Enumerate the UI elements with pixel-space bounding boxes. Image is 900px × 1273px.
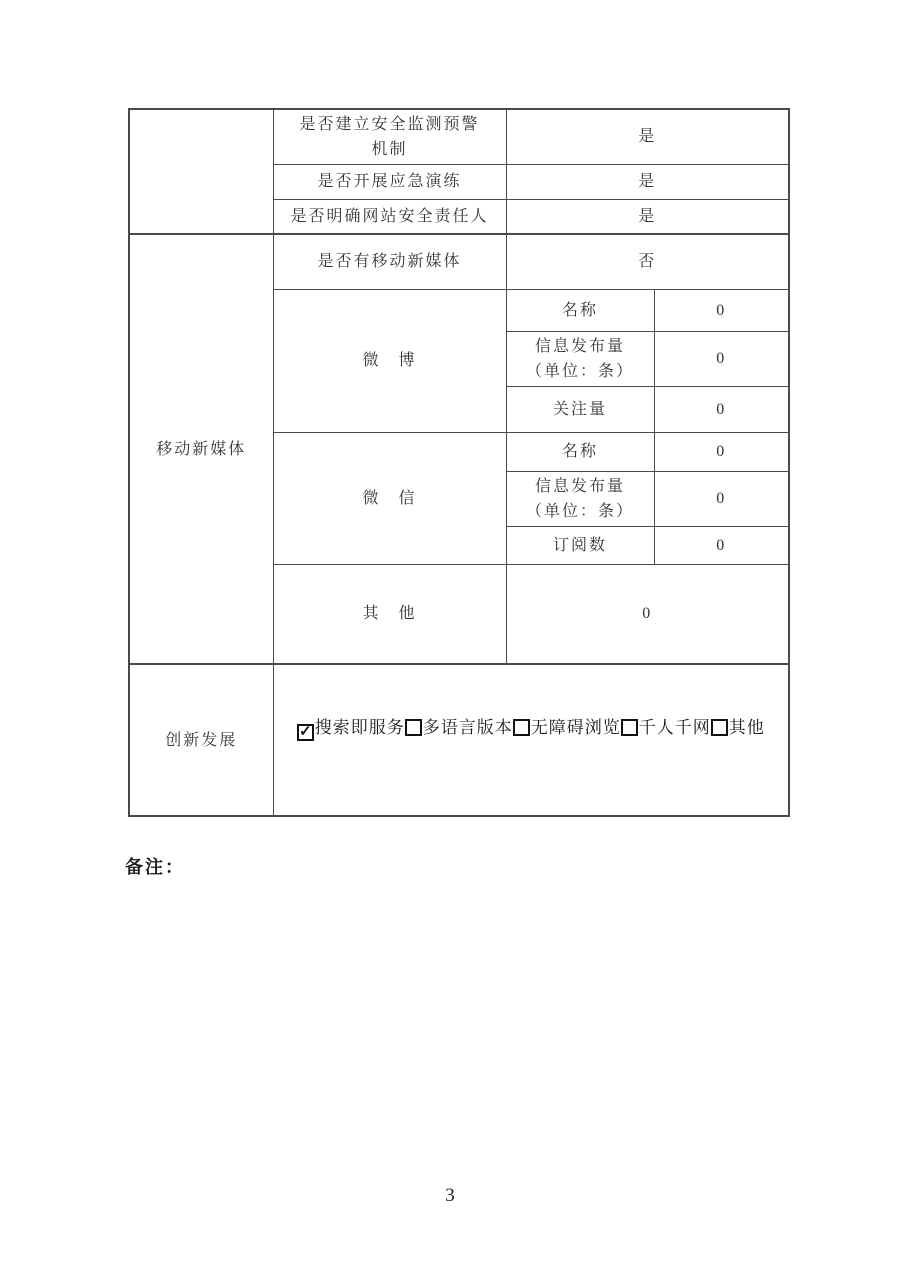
security-monitoring-value: 是	[506, 109, 789, 164]
wechat-posts-value: 0	[654, 471, 789, 526]
innovation-options-line	[274, 715, 789, 741]
weibo-name-value: 0	[654, 289, 789, 331]
innovation-section-label: 创新发展	[129, 664, 273, 816]
innovation-option[interactable]	[405, 718, 513, 737]
checkbox-icon[interactable]	[621, 719, 638, 736]
weibo-posts-label-line1: 信息发布量	[534, 337, 625, 355]
weibo-posts-label-line2: （单位：条）	[525, 362, 634, 380]
wechat-name-value: 0	[654, 432, 789, 471]
table-row	[129, 234, 789, 289]
innovation-option-label: 其他	[728, 718, 765, 737]
weibo-posts-label-cell	[506, 331, 654, 386]
has-mobile-media-label: 是否有移动新媒体	[273, 234, 506, 289]
table-row	[129, 109, 789, 164]
checkbox-icon[interactable]	[711, 719, 728, 736]
innovation-option-label: 千人千网	[638, 718, 711, 737]
table-row	[129, 664, 789, 816]
website-report-table	[128, 108, 790, 817]
security-officer-label: 是否明确网站安全责任人	[273, 199, 506, 234]
page-number: 3	[445, 1185, 455, 1206]
wechat-posts-label-cell	[506, 471, 654, 526]
emergency-drill-value: 是	[506, 164, 789, 199]
innovation-option[interactable]	[513, 718, 621, 737]
weibo-posts-value: 0	[654, 331, 789, 386]
security-monitoring-label-line1: 是否建立安全监测预警	[299, 115, 480, 133]
innovation-option[interactable]	[621, 718, 711, 737]
has-mobile-media-value: 否	[506, 234, 789, 289]
emergency-drill-label: 是否开展应急演练	[273, 164, 506, 199]
weibo-group-label: 微 博	[273, 289, 506, 432]
checkbox-icon[interactable]	[513, 719, 530, 736]
wechat-subscribers-value: 0	[654, 526, 789, 564]
innovation-options-cell	[273, 664, 789, 816]
innovation-option[interactable]	[297, 718, 405, 740]
weibo-followers-value: 0	[654, 386, 789, 432]
innovation-option-label: 搜索即服务	[314, 718, 405, 737]
empty-section-cell	[129, 109, 273, 234]
wechat-name-label: 名称	[506, 432, 654, 471]
mobile-media-section-label: 移动新媒体	[129, 234, 273, 664]
weibo-followers-label: 关注量	[506, 386, 654, 432]
other-media-label: 其 他	[273, 564, 506, 664]
wechat-posts-label-line1: 信息发布量	[534, 477, 625, 495]
innovation-option[interactable]	[711, 718, 765, 737]
remarks-label: 备注：	[125, 857, 185, 877]
wechat-posts-label-line2: （单位：条）	[525, 502, 634, 520]
security-monitoring-label-line2: 机制	[371, 140, 408, 158]
weibo-name-label: 名称	[506, 289, 654, 331]
checkbox-icon[interactable]: ✓	[297, 724, 314, 741]
innovation-option-label: 多语言版本	[422, 718, 513, 737]
wechat-group-label: 微 信	[273, 432, 506, 564]
security-monitoring-label-cell	[273, 109, 506, 164]
innovation-option-label: 无障碍浏览	[530, 718, 621, 737]
checkbox-icon[interactable]	[405, 719, 422, 736]
security-officer-value: 是	[506, 199, 789, 234]
wechat-subscribers-label: 订阅数	[506, 526, 654, 564]
other-media-value: 0	[506, 564, 789, 664]
